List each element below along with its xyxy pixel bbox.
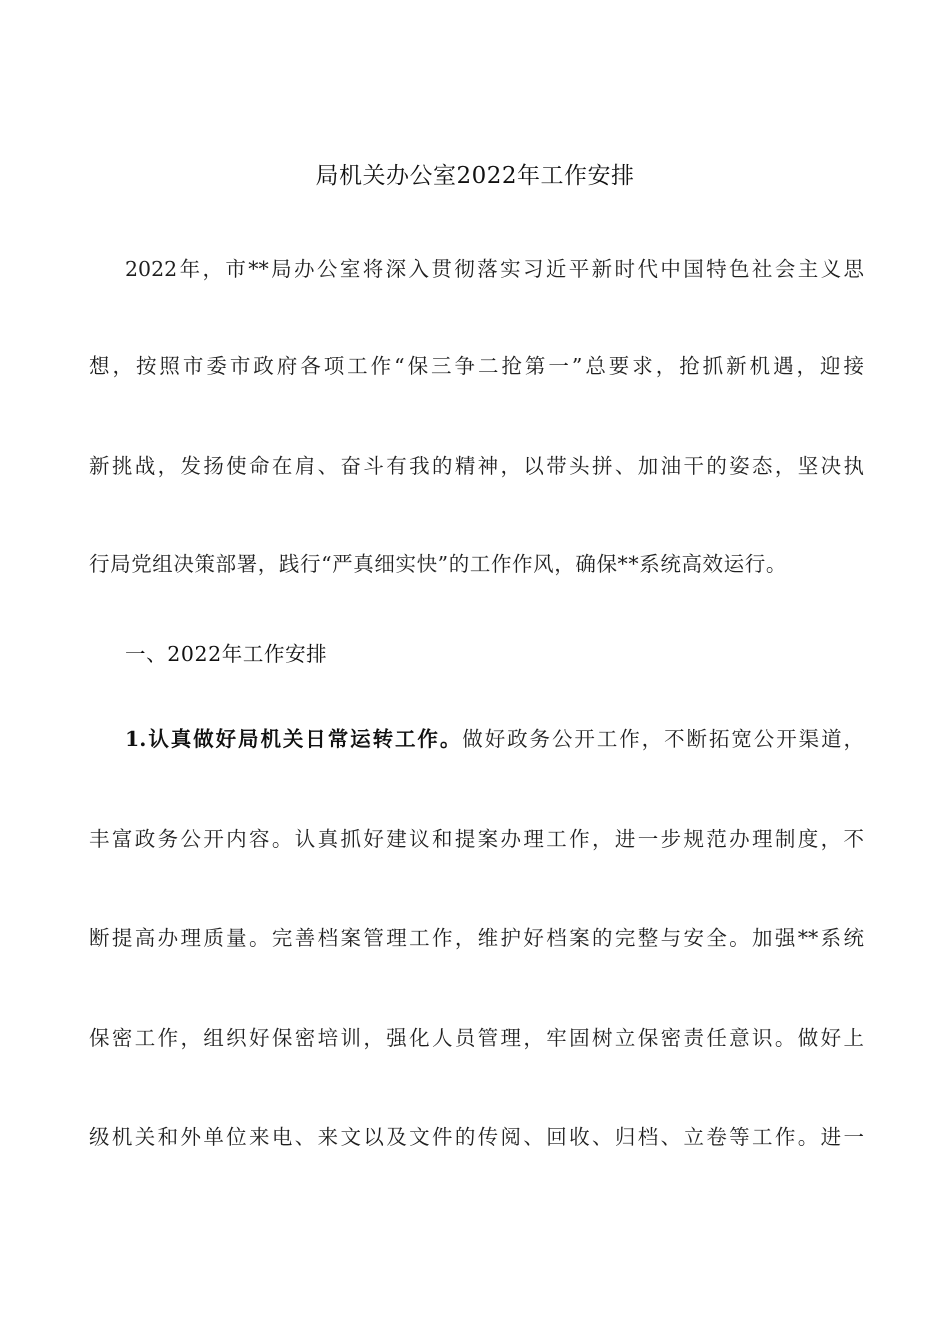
item1-line-2: 丰富政务公开内容。认真抓好建议和提案办理工作，进一步规范办理制度，不 <box>89 827 864 851</box>
item1-line-5: 级机关和外单位来电、来文以及文件的传阅、回收、归档、立卷等工作。进一 <box>89 1125 864 1149</box>
intro-line-4: 行局党组决策部署，践行“严真细实快”的工作作风，确保**系统高效运行。 <box>89 552 787 576</box>
item1-line-3: 断提高办理质量。完善档案管理工作，维护好档案的完整与安全。加强**系统 <box>89 926 864 950</box>
item1-first-line <box>125 721 864 757</box>
item1-lead-bold: 1.认真做好局机关日常运转工作。 <box>125 727 463 751</box>
item1-line-4: 保密工作，组织好保密培训，强化人员管理，牢固树立保密责任意识。做好上 <box>89 1026 864 1050</box>
section-heading: 一、2022年工作安排 <box>125 642 328 666</box>
intro-line-1: 2022年，市**局办公室将深入贯彻落实习近平新时代中国特色社会主义思 <box>125 257 864 281</box>
document-title: 局机关办公室2022年工作安排 <box>315 163 635 189</box>
intro-line-2: 想，按照市委市政府各项工作“保三争二抢第一”总要求，抢抓新机遇，迎接 <box>89 354 864 378</box>
item1-lead-rest: 做好政务公开工作，不断拓宽公开渠道， <box>462 727 865 751</box>
intro-line-3: 新挑战，发扬使命在肩、奋斗有我的精神，以带头拼、加油干的姿态，坚决执 <box>89 454 864 478</box>
